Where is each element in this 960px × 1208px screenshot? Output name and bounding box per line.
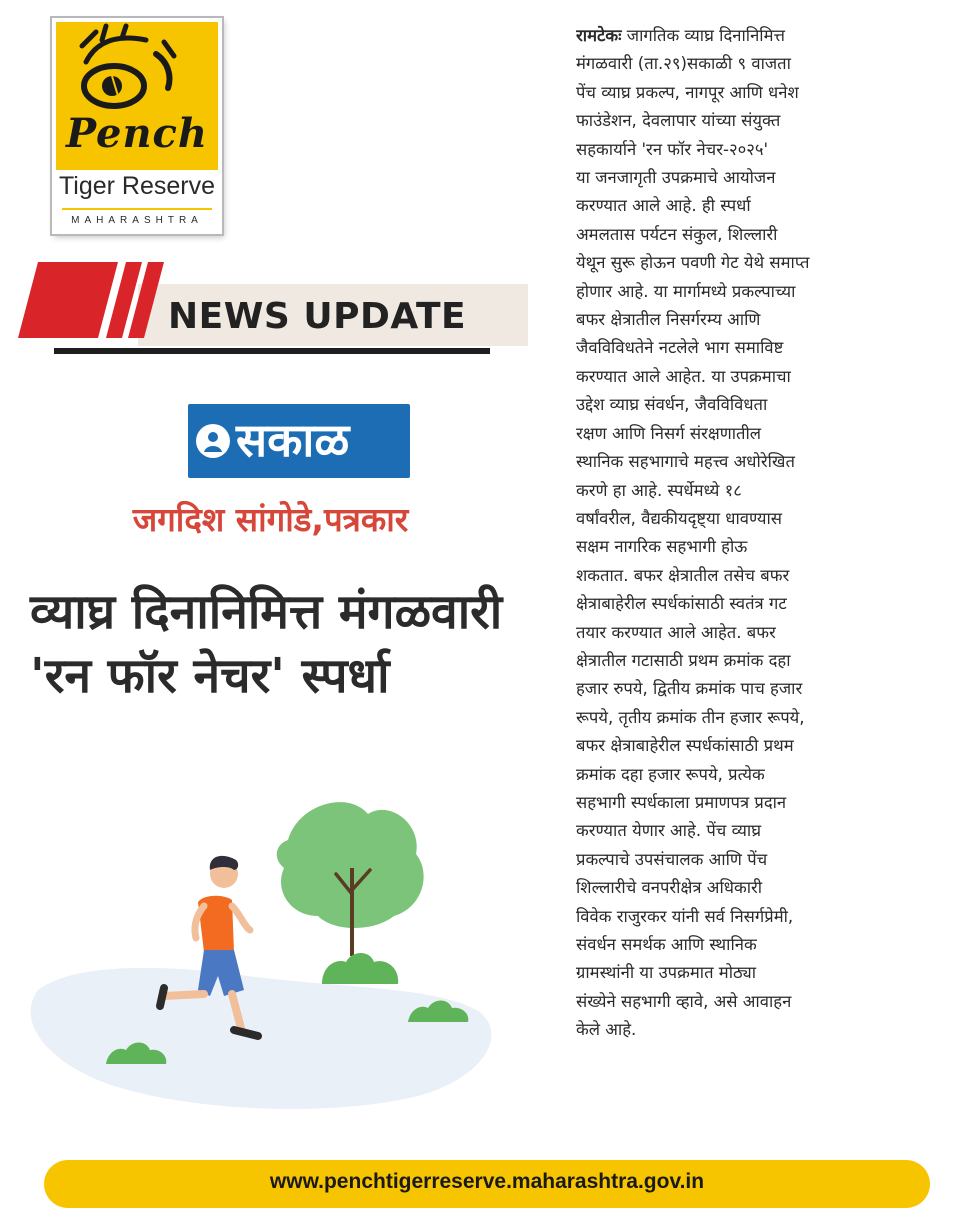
- article-line-text: वर्षांवरील, वैद्यकीयदृष्ट्या धावण्यास: [576, 508, 783, 528]
- article-line: [576, 22, 866, 50]
- article-line-text: संख्येने सहभागी व्हावे, असे आवाहन: [576, 991, 792, 1011]
- article-line: [576, 704, 866, 732]
- article-line-text: बफर क्षेत्रातील निसर्गरम्य आणि: [576, 310, 761, 330]
- article-line-text: केले आहे.: [576, 1020, 637, 1040]
- article-line-text: क्षेत्रातील गटासाठी प्रथम क्रमांक दहा: [576, 650, 791, 670]
- article-line: [576, 988, 866, 1016]
- article-line: [576, 761, 866, 789]
- headline-line: 'रन फॉर नेचर' स्पर्धा: [30, 648, 390, 704]
- article-line-text: फाउंडेशन, देवलापार यांच्या संयुक्त: [576, 111, 781, 131]
- red-stripes-icon: [18, 262, 178, 338]
- article-line: [576, 931, 866, 959]
- article-line: [576, 136, 866, 164]
- article-line-text: मंगळवारी (ता.२९)सकाळी ९ वाजता: [576, 54, 791, 74]
- article-line-text: जैवविविधतेने नटलेले भाग समाविष्ट: [576, 338, 784, 358]
- article-line: [576, 732, 866, 760]
- article-line: [576, 647, 866, 675]
- article-line-text: अमलतास पर्यटन संकुल, शिल्लारी: [576, 224, 778, 244]
- article-line: [576, 391, 866, 419]
- article-line: [576, 278, 866, 306]
- article-line: [576, 619, 866, 647]
- article-line-text: ग्रामस्थांनी या उपक्रमात मोठ्या: [576, 963, 757, 983]
- article-line: [576, 448, 866, 476]
- article-line: [576, 221, 866, 249]
- article-line-text: उद्देश व्याघ्र संवर्धन, जैवविविधता: [576, 395, 768, 415]
- article-line-text: सक्षम नागरिक सहभागी होऊ: [576, 537, 748, 557]
- article-line: [576, 789, 866, 817]
- article-line-text: होणार आहे. या मार्गामध्ये प्रकल्पाच्या: [576, 281, 796, 301]
- article-line: [576, 477, 866, 505]
- article-line: [576, 675, 866, 703]
- article-line-text: करण्यात येणार आहे. पेंच व्याघ्र: [576, 821, 762, 841]
- article-line-text: विवेक राजुरकर यांनी सर्व निसर्गप्रेमी,: [576, 906, 794, 926]
- article-line-text: स्थानिक सहभागाचे महत्त्व अधोरेखित: [576, 452, 795, 472]
- logo-yellow-panel: [56, 22, 218, 170]
- article-line: [576, 420, 866, 448]
- article-line: [576, 164, 866, 192]
- article-line-text: पेंच व्याघ्र प्रकल्प, नागपूर आणि धनेश: [576, 82, 799, 102]
- article-line-text: रक्षण आणि निसर्ग संरक्षणातील: [576, 423, 762, 443]
- logo-brand-word: Pench: [66, 110, 208, 157]
- article-line: [576, 562, 866, 590]
- headline-line: व्याघ्र दिनानिमित्त मंगळवारी: [30, 584, 503, 640]
- footer-bar: [44, 1160, 930, 1208]
- article-line-text: शिल्लारीचे वनपरीक्षेत्र अधिकारी: [576, 878, 763, 898]
- article-line: [576, 959, 866, 987]
- article-line-text: क्रमांक दहा हजार रूपये, प्रत्येक: [576, 764, 765, 784]
- article-line-text: सहभागी स्पर्धकाला प्रमाणपत्र प्रदान: [576, 792, 787, 812]
- article-line: [576, 505, 866, 533]
- bush: [322, 953, 398, 984]
- banner-underline: [54, 348, 490, 354]
- article-line: [576, 903, 866, 931]
- article-line-text: क्षेत्राबाहेरील स्पर्धकांसाठी स्वतंत्र गट: [576, 594, 787, 614]
- article-line-text: करणे हा आहे. स्पर्धेमध्ये १८: [576, 480, 742, 500]
- news-update-banner: [18, 262, 530, 354]
- article-line-text: सहकार्याने 'रन फॉर नेचर-२०२५': [576, 139, 769, 159]
- article-line-text: बफर क्षेत्राबाहेरील स्पर्धकांसाठी प्रथम: [576, 736, 794, 756]
- article-dateline: रामटेकः: [576, 26, 622, 45]
- article-line: [576, 79, 866, 107]
- article-body: [576, 22, 866, 1045]
- article-line: [576, 363, 866, 391]
- article-line: [576, 107, 866, 135]
- article-line-text: हजार रुपये, द्वितीय क्रमांक पाच हजार: [576, 679, 803, 699]
- article-line-text: या जनजागृती उपक्रमाचे आयोजन: [576, 168, 776, 188]
- clipping-headline: [30, 580, 530, 708]
- article-line-text: शकतात. बफर क्षेत्रातील तसेच बफर: [576, 565, 790, 585]
- banner-title: NEWS UPDATE: [168, 296, 467, 337]
- article-line: [576, 306, 866, 334]
- article-line-text: प्रकल्पाचे उपसंचालक आणि पेंच: [576, 849, 768, 869]
- runner-illustration: [18, 790, 498, 1120]
- article-line: [576, 192, 866, 220]
- sakal-emblem-icon: [196, 424, 230, 458]
- article-line: [576, 590, 866, 618]
- logo-divider: [62, 208, 212, 210]
- article-line-text: करण्यात आले आहेत. या उपक्रमाचा: [576, 366, 791, 386]
- sakal-wordmark: सकाळ: [236, 413, 350, 467]
- article-line: [576, 50, 866, 78]
- sakal-newspaper-logo: [188, 404, 410, 478]
- article-line-text: करण्यात आले आहे. ही स्पर्धा: [576, 196, 751, 216]
- footer-website-url[interactable]: www.penchtigerreserve.maharashtra.gov.in: [269, 1170, 705, 1193]
- article-line: [576, 874, 866, 902]
- logo-tiger-reserve: Tiger Reserve: [58, 172, 216, 200]
- article-line: [576, 533, 866, 561]
- article-line: [576, 846, 866, 874]
- article-line: [576, 1016, 866, 1044]
- article-line-text: तयार करण्यात आले आहेत. बफर: [576, 622, 776, 642]
- article-line-text: जागतिक व्याघ्र दिनानिमित्त: [626, 26, 785, 45]
- article-line: [576, 817, 866, 845]
- logo-state: MAHARASHTRA: [71, 215, 203, 226]
- article-line-text: संवर्धन समर्थक आणि स्थानिक: [576, 935, 757, 954]
- reporter-byline: जगदिश सांगोडे,पत्रकार: [132, 500, 409, 539]
- article-line-text: रूपये, तृतीय क्रमांक तीन हजार रूपये,: [576, 707, 805, 727]
- article-line: [576, 249, 866, 277]
- article-line: [576, 334, 866, 362]
- pench-logo: [52, 18, 222, 234]
- article-line-text: येथून सुरू होऊन पवणी गेट येथे समाप्त: [576, 253, 810, 273]
